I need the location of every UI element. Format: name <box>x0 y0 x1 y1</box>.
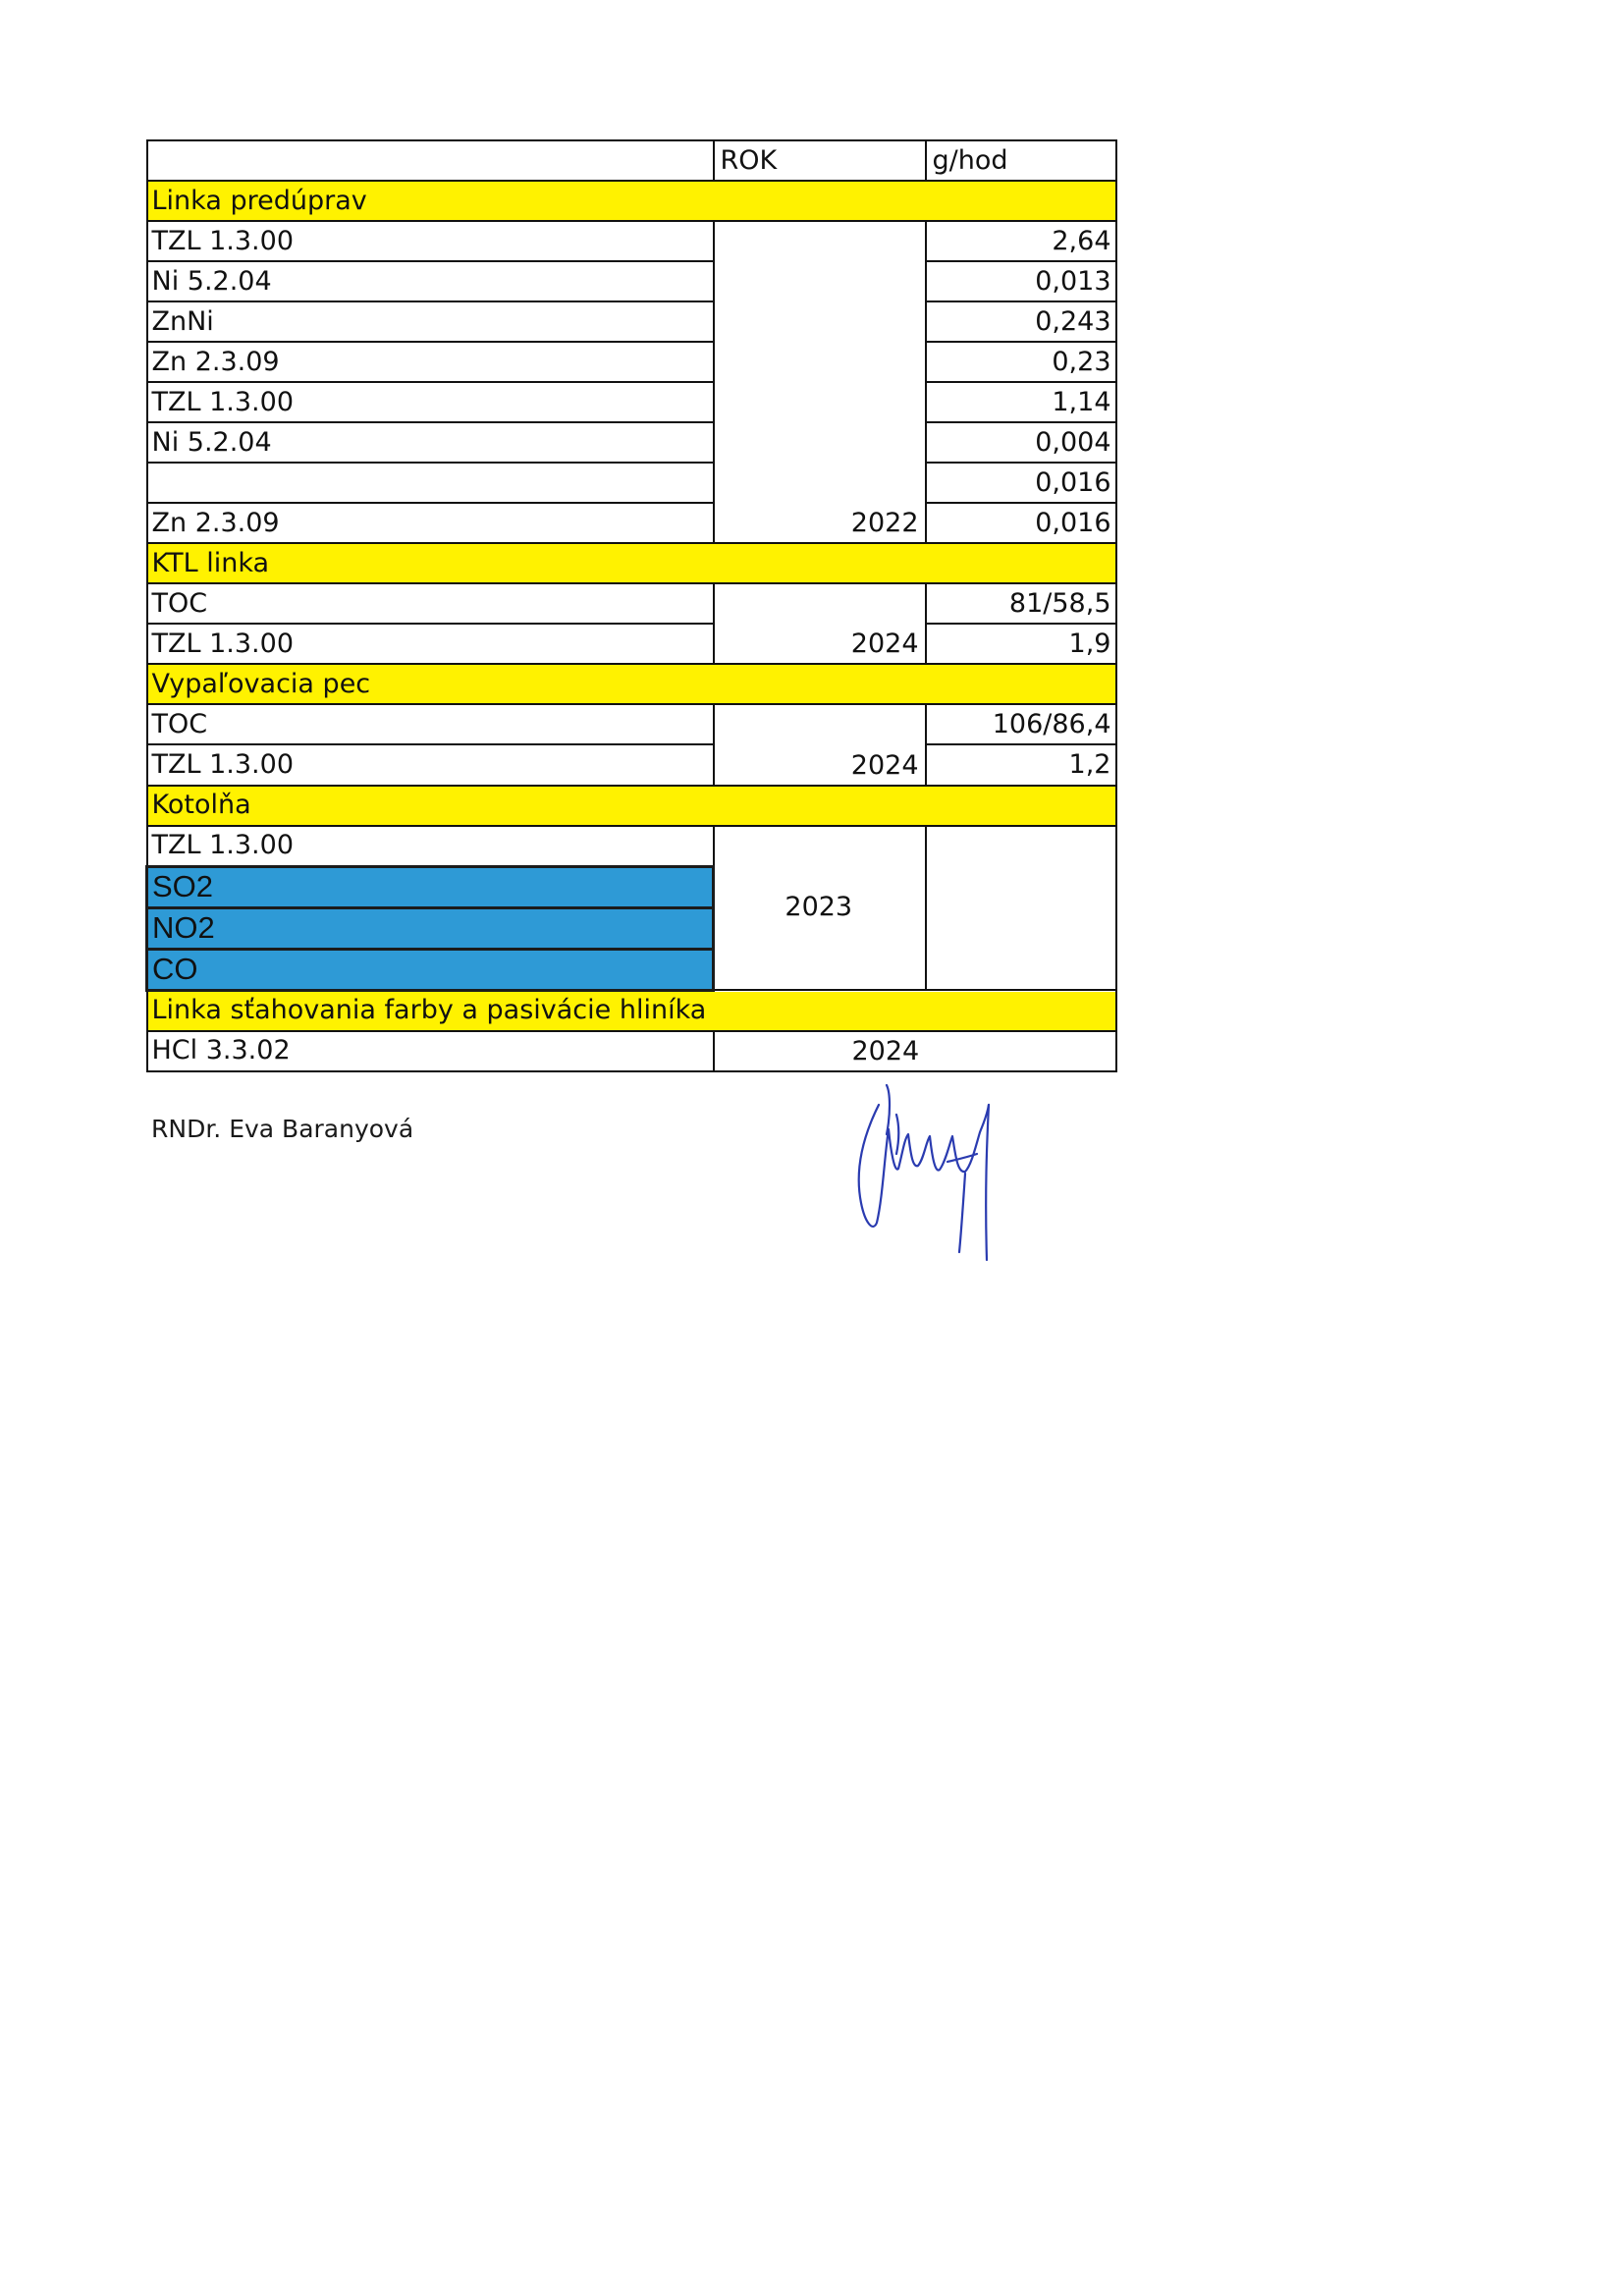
signer-name: RNDr. Eva Baranyová <box>151 1115 414 1143</box>
header-year: ROK <box>714 140 926 181</box>
row-label: TZL 1.3.00 <box>147 624 714 664</box>
table-row <box>147 422 1116 463</box>
row-value: 106/86,4 <box>926 704 1116 744</box>
table-row <box>147 342 1116 382</box>
table-row <box>147 624 1116 664</box>
row-label <box>147 463 714 503</box>
table-row <box>147 503 1116 543</box>
section-title: Linka predúprav <box>147 181 1116 221</box>
section-row <box>147 181 1116 221</box>
section-title: Kotolňa <box>147 786 1116 826</box>
table-header-row <box>147 140 1116 181</box>
section-row <box>147 543 1116 583</box>
year-cell: 2024 <box>714 583 926 664</box>
table-row <box>147 826 1116 867</box>
row-value: 0,23 <box>926 342 1116 382</box>
row-label-highlighted: CO <box>147 949 714 990</box>
row-value: 1,2 <box>926 744 1116 785</box>
handwritten-signature <box>839 1075 1016 1262</box>
row-label: ZnNi <box>147 301 714 342</box>
row-label: HCl 3.3.02 <box>147 1031 714 1071</box>
row-value: 0,004 <box>926 422 1116 463</box>
row-label: TZL 1.3.00 <box>147 221 714 261</box>
header-label-cell <box>147 140 714 181</box>
row-label: TZL 1.3.00 <box>147 744 714 785</box>
table-row <box>147 221 1116 261</box>
row-value: 0,013 <box>926 261 1116 301</box>
row-label: Zn 2.3.09 <box>147 503 714 543</box>
row-label: TZL 1.3.00 <box>147 826 714 867</box>
section-row <box>147 786 1116 826</box>
row-label: TOC <box>147 583 714 624</box>
row-label-highlighted: NO2 <box>147 907 714 949</box>
section-title: Linka sťahovania farby a pasivácie hliníka <box>147 990 1116 1031</box>
section-title: Vypaľovacia pec <box>147 664 1116 704</box>
row-value: 2,64 <box>926 221 1116 261</box>
section-title: KTL linka <box>147 543 1116 583</box>
table-row <box>147 1031 1116 1071</box>
row-value <box>926 826 1116 991</box>
row-label: Zn 2.3.09 <box>147 342 714 382</box>
year-cell: 2023 <box>714 826 926 991</box>
row-value: 1,14 <box>926 382 1116 422</box>
year-cell: 2024 <box>714 704 926 785</box>
section-row <box>147 990 1116 1031</box>
emissions-table <box>145 139 1117 1072</box>
table-row <box>147 261 1116 301</box>
year-cell: 2022 <box>714 221 926 543</box>
table-row <box>147 744 1116 785</box>
row-label: Ni 5.2.04 <box>147 422 714 463</box>
row-label: TOC <box>147 704 714 744</box>
table-row <box>147 583 1116 624</box>
row-label: Ni 5.2.04 <box>147 261 714 301</box>
year-cell: 2024 <box>714 1031 1116 1071</box>
table-row <box>147 704 1116 744</box>
row-label-highlighted: SO2 <box>147 866 714 907</box>
row-value: 0,016 <box>926 503 1116 543</box>
row-value: 0,016 <box>926 463 1116 503</box>
table-row <box>147 463 1116 503</box>
header-unit: g/hod <box>926 140 1116 181</box>
section-row <box>147 664 1116 704</box>
row-value: 1,9 <box>926 624 1116 664</box>
row-value: 0,243 <box>926 301 1116 342</box>
table-row <box>147 301 1116 342</box>
table-row <box>147 382 1116 422</box>
row-value: 81/58,5 <box>926 583 1116 624</box>
row-label: TZL 1.3.00 <box>147 382 714 422</box>
